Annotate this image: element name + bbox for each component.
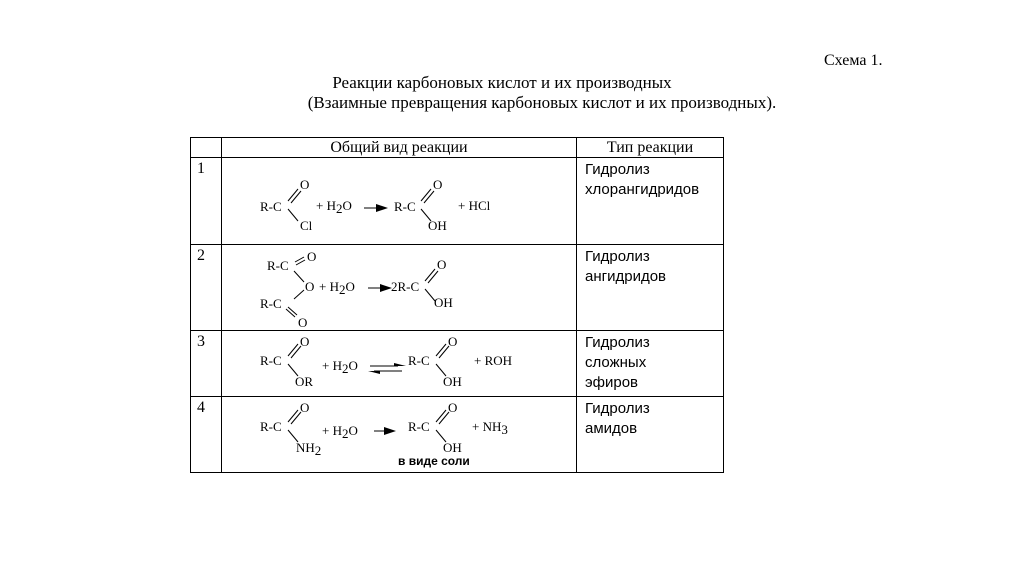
reactant-rc: R-C (260, 199, 282, 214)
reaction-equation (222, 245, 577, 331)
header-general: Общий вид реакции (222, 138, 577, 158)
water: + H2O (316, 198, 352, 216)
reactant-nh2: NH2 (296, 440, 322, 458)
product-o: O (448, 400, 458, 415)
product-oh: OH (443, 374, 462, 389)
product-rc: R-C (394, 199, 416, 214)
product-oh: OH (443, 440, 462, 455)
product-rc: R-C (408, 419, 430, 434)
product-oh: OH (428, 218, 447, 233)
header-num-cell (191, 138, 222, 158)
byproduct: + ROH (474, 353, 513, 368)
equation-1 (222, 158, 576, 244)
row-number: 1 (197, 160, 205, 177)
row-number: 3 (197, 333, 205, 350)
reaction-equation (222, 158, 577, 245)
equilibrium-arrow-forward (394, 363, 406, 366)
product-o: O (433, 177, 443, 192)
header-type: Тип реакции (577, 138, 724, 158)
salt-note: в виде соли (398, 454, 470, 468)
water: + H2O (319, 279, 355, 297)
product-o: O (448, 334, 458, 349)
reactant-o-bottom: O (298, 315, 308, 330)
reaction-type: Гидролиз сложных эфиров (585, 334, 650, 391)
page-subtitle: (Взаимные превращения карбоновых кислот и их производных). (307, 93, 777, 112)
row-number: 2 (197, 247, 205, 264)
reaction-equation (222, 397, 577, 473)
page-title: Реакции карбоновых кислот и их производных (332, 73, 672, 92)
reaction-type: Гидролиз амидов (585, 400, 650, 437)
arrow-head (384, 427, 396, 435)
reactant-rc-top: R-C (267, 258, 289, 273)
byproduct: + NH3 (472, 419, 508, 437)
reactant-o-bridge: O (305, 279, 315, 294)
equation-3 (222, 331, 576, 396)
reactant-o: O (300, 177, 310, 192)
row-number: 4 (197, 399, 205, 416)
table-row (191, 331, 724, 397)
scheme-label: Схема 1. (824, 52, 883, 69)
reactant-or: OR (295, 374, 314, 389)
reactant-o: O (300, 400, 310, 415)
table-row (191, 397, 724, 473)
water: + H2O (322, 358, 358, 376)
reactant-rc-bottom: R-C (260, 296, 282, 311)
reactant-rc: R-C (260, 419, 282, 434)
reactant-o-top: O (307, 249, 317, 264)
equation-2 (222, 245, 576, 330)
reactions-table (190, 137, 724, 473)
product-o: O (437, 257, 447, 272)
reaction-type: Гидролиз хлорангидридов (585, 161, 700, 198)
table-row (191, 245, 724, 331)
reaction-equation (222, 331, 577, 397)
reactant-rc: R-C (260, 353, 282, 368)
equation-4 (222, 397, 576, 472)
byproduct: + HCl (458, 198, 491, 213)
product-oh: OH (434, 295, 453, 310)
water: + H2O (322, 423, 358, 441)
arrow-head (376, 204, 388, 212)
product-rc: 2R-C (391, 279, 420, 294)
reactant-o: O (300, 334, 310, 349)
table-header-row (191, 138, 724, 158)
product-rc: R-C (408, 353, 430, 368)
reaction-type: Гидролиз ангидридов (585, 248, 667, 285)
reactant-cl: Cl (300, 218, 313, 233)
table-row (191, 158, 724, 245)
equilibrium-arrow-back (368, 371, 380, 374)
